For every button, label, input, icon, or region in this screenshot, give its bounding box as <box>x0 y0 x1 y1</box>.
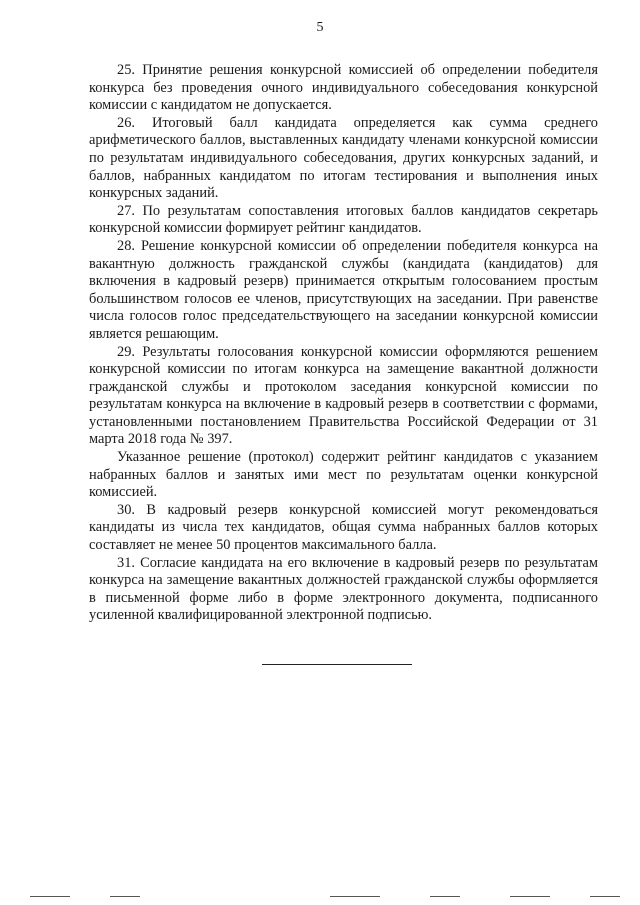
paragraph-25: 25. Принятие решения конкурсной комиссией об определении победителя конкурса без проведения очного индивидуального собеседования конкурсной комиссии с кандидатом не допускается. <box>89 62 598 114</box>
scan-edge-mark <box>330 896 380 897</box>
scan-edge-mark <box>590 896 620 897</box>
scan-edge-mark <box>430 896 460 897</box>
paragraph-28: 28. Решение конкурсной комиссии об определении победителя конкурса на вакантную должность гражданской службы (кандидата (кандидатов) для включения в кадровый резерв) принимается открытым голосованием простым большинством голосов ее членов, присутствующих на заседании. При равенстве числа голосов голос председательствующего на заседании конкурсной комиссии является решающим. <box>89 237 598 342</box>
scan-edge-mark <box>30 896 70 897</box>
scan-edge-mark <box>110 896 140 897</box>
paragraph-31: 31. Согласие кандидата на его включение в кадровый резерв по результатам конкурса на замещение вакантных должностей гражданской службы оформляется в письменной форме либо в форме электронного документа, подписанного усиленной квалифицированной электронной подписью. <box>89 554 598 624</box>
scan-edge-mark <box>510 896 550 897</box>
paragraph-29-note: Указанное решение (протокол) содержит рейтинг кандидатов с указанием набранных баллов и занятых ими мест по результатам оценки конкурсной комиссией. <box>89 449 598 501</box>
page-number: 5 <box>316 20 324 35</box>
paragraph-27: 27. По результатам сопоставления итоговых баллов кандидатов секретарь конкурсной комиссии формирует рейтинг кандидатов. <box>89 202 598 237</box>
paragraph-30: 30. В кадровый резерв конкурсной комиссией могут рекомендоваться кандидаты из числа тех кандидатов, общая сумма набранных баллов которых составляет не менее 50 процентов максимального балла. <box>89 501 598 554</box>
paragraph-29: 29. Результаты голосования конкурсной комиссии оформляются решением конкурсной комиссии по итогам конкурса на замещение вакантной должности гражданской службы и протоколом заседания конкурсной комиссии по результатам конкурса на включение в кадровый резерв в соответствии с формами, установленными постановлением Правительства Российской Федерации от 31 марта 2018 года № 397. <box>89 343 598 448</box>
end-divider-line <box>262 664 412 665</box>
document-body <box>89 62 598 625</box>
paragraph-26: 26. Итоговый балл кандидата определяется как сумма среднего арифметического баллов, выставленных кандидату членами конкурсной комиссии по результатам индивидуального собеседования, других конкурсных заданий, и баллов, набранных кандидатом по итогам тестирования и выполнения иных конкурсных заданий. <box>89 114 598 202</box>
